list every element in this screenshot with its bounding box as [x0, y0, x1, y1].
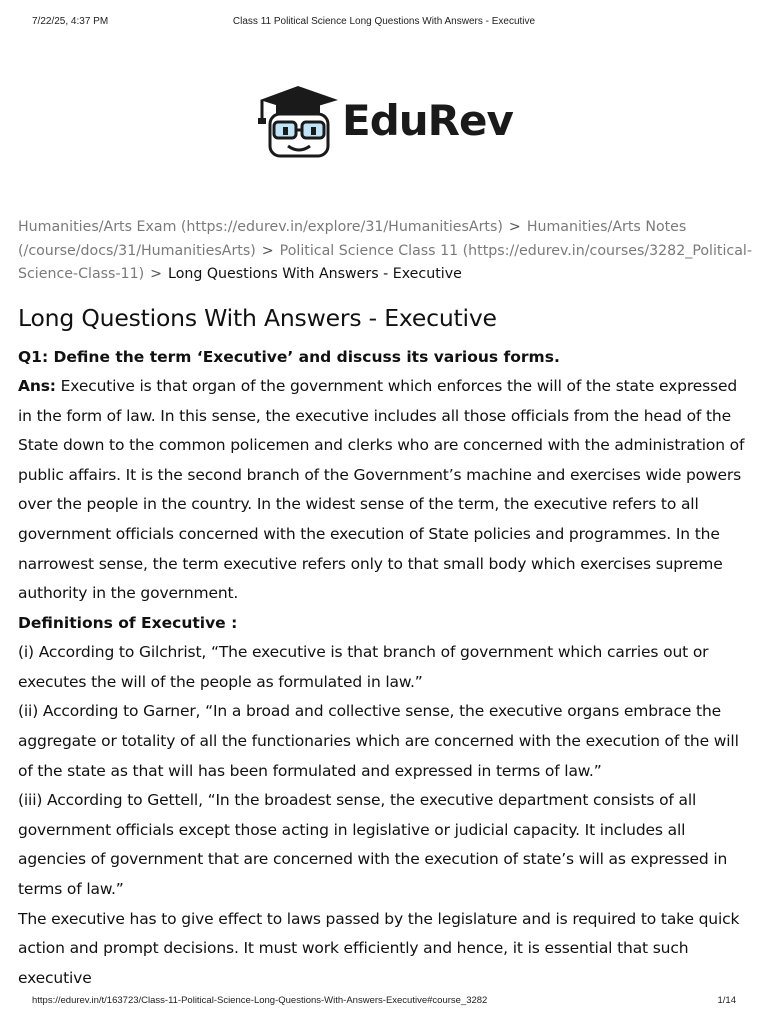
page-title: Long Questions With Answers - Executive: [18, 303, 497, 332]
print-datetime: 7/22/25, 4:37 PM: [32, 16, 109, 27]
main-content: [18, 216, 752, 993]
print-header: [32, 16, 736, 30]
answer-label: Ans:: [18, 377, 56, 395]
question-heading: Q1: Define the term ‘Executive’ and discuss its various forms.: [18, 347, 560, 366]
breadcrumb-link-notes[interactable]: Humanities/Arts Notes (/course/docs/31/HumanitiesArts): [18, 219, 687, 259]
print-page-title: Class 11 Political Science Long Questions With Answers - Executive: [232, 16, 536, 27]
breadcrumb-current: Long Questions With Answers - Executive: [168, 266, 462, 282]
edurev-logo[interactable]: [256, 84, 526, 164]
closing-paragraph: The executive has to give effect to laws passed by the legislature and is required to take quick action and prompt decisions. It must work efficiently and hence, it is essential that such executive: [18, 909, 740, 987]
breadcrumb-link-exam[interactable]: Humanities/Arts Exam (https://edurev.in/explore/31/HumanitiesArts): [18, 219, 503, 235]
print-footer: [32, 995, 736, 1009]
definition-item: (i) According to Gilchrist, “The executive is that branch of government which carries out or executes the will of the people as formulated in law.”: [18, 643, 709, 691]
breadcrumb-separator: >: [261, 242, 274, 259]
breadcrumb-link-course[interactable]: Political Science Class 11 (https://edurev.in/courses/3282_Political-Science-Class-11): [18, 242, 752, 282]
definition-item: (ii) According to Garner, “In a broad and collective sense, the executive organs embrace the aggregate or totality of all the functionaries which are concerned with the execution of the will of the state as that will has been formulated and expressed in terms of law.”: [18, 702, 739, 780]
breadcrumb-separator: >: [150, 266, 163, 282]
print-url: https://edurev.in/t/163723/Class-11-Political-Science-Long-Questions-With-Answers-Executive#course_3282: [32, 995, 488, 1006]
breadcrumb: [18, 216, 752, 287]
brand-name: EduRev: [342, 96, 513, 145]
definitions-heading: Definitions of Executive :: [18, 613, 238, 632]
page-number: 1/14: [717, 995, 736, 1006]
definition-item: (iii) According to Gettell, “In the broadest sense, the executive department consists of all government officials except those acting in legislative or judicial capacity. It includes all agencies of government that are concerned with the execution of state’s will as expressed in terms of law.”: [18, 791, 728, 898]
answer-paragraph: [18, 372, 752, 609]
breadcrumb-separator: >: [508, 219, 521, 235]
graduation-cap-face-icon: [256, 84, 340, 164]
answer-text: Executive is that organ of the government which enforces the will of the state expressed in the form of law. In this sense, the executive includes all those officials from the head of the State down to the common policemen and clerks who are concerned with the administration of public affairs. It is the second branch of the Government’s machine and exercises wide powers over the people in the country. In the widest sense of the term, the executive refers to all government officials concerned with the execution of State policies and programmes. In the narrowest sense, the term executive refers only to that small body which exercises supreme authority in the government.: [18, 377, 745, 603]
